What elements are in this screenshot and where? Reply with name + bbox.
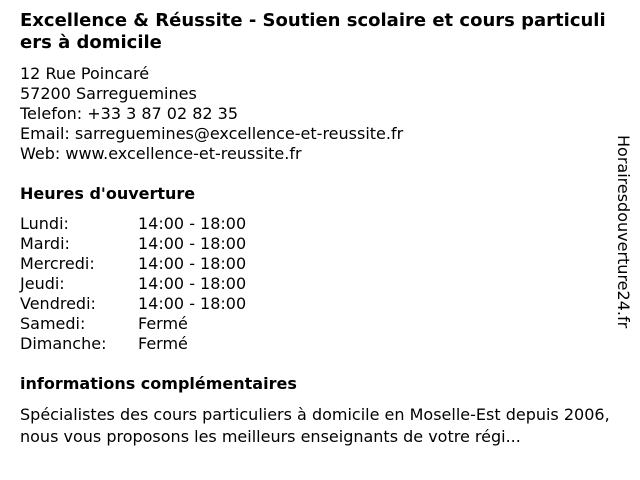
hours-row [20,334,246,354]
hours-time: 14:00 - 18:00 [138,254,247,273]
email-address: Email: sarreguemines@excellence-et-reussite.fr [20,124,404,143]
hours-table [20,214,246,354]
hours-time: Fermé [138,314,188,333]
hours-row [20,254,246,274]
business-name: Excellence & Réussite - Soutien scolaire et cours particuliers à domicile [20,10,606,53]
street-address: 12 Rue Poincaré [20,64,150,83]
hours-day: Vendredi: [20,294,96,313]
hours-heading: Heures d'ouverture [20,184,196,203]
hours-row [20,274,246,294]
hours-day: Dimanche: [20,334,107,353]
hours-time: 14:00 - 18:00 [138,234,247,253]
hours-row [20,314,246,334]
address-block [20,64,403,164]
hours-time: Fermé [138,334,188,353]
hours-row [20,234,246,254]
hours-day: Samedi: [20,314,86,333]
hours-day: Mardi: [20,234,70,253]
hours-row [20,214,246,234]
website: Web: www.excellence-et-reussite.fr [20,144,302,163]
hours-time: 14:00 - 18:00 [138,274,247,293]
watermark-text: Horairesdouverture24.fr [614,135,633,329]
hours-day: Jeudi: [20,274,65,293]
hours-time: 14:00 - 18:00 [138,214,247,233]
hours-time: 14:00 - 18:00 [138,294,247,313]
info-heading: informations complémentaires [20,374,297,393]
city-address: 57200 Sarreguemines [20,84,197,103]
hours-day: Mercredi: [20,254,95,273]
hours-day: Lundi: [20,214,69,233]
info-text: Spécialistes des cours particuliers à domicile en Moselle-Est depuis 2006, nous vous proposons les meilleurs enseignants de votre régi... [20,405,610,446]
phone-number: Telefon: +33 3 87 02 82 35 [20,104,239,123]
hours-row [20,294,246,314]
